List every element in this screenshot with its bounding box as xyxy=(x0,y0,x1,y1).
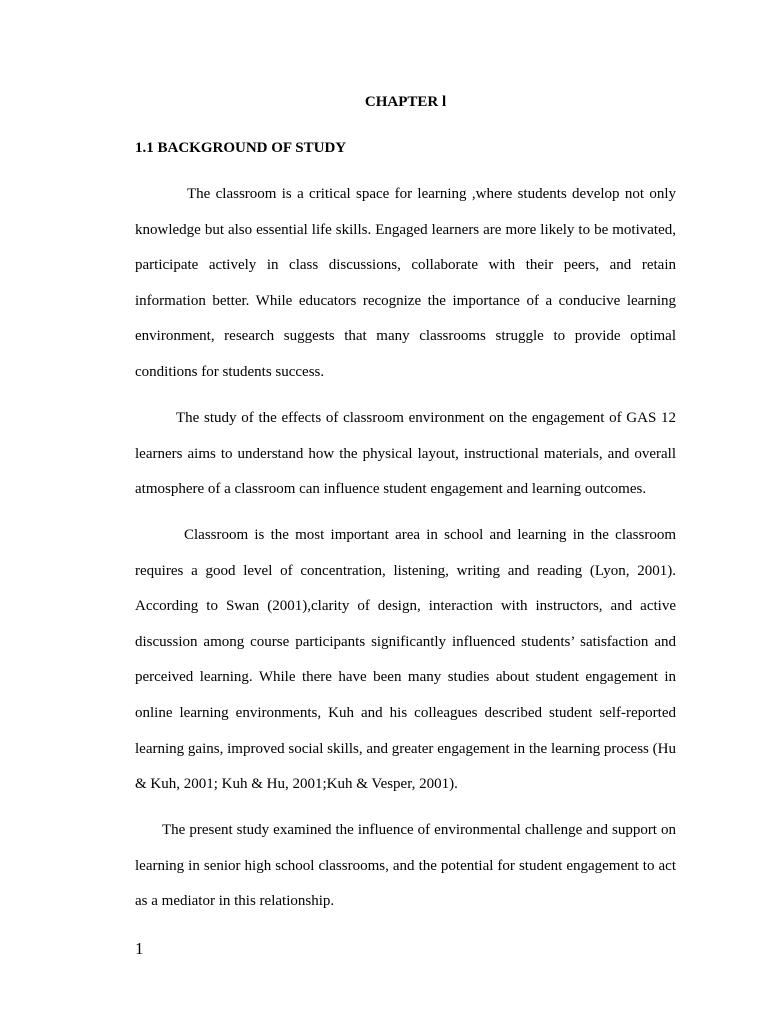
paragraph-1: The classroom is a critical space for learning ,where students develop not only knowledge but also essential life skills. Engaged learners are more likely to be motivated, participate actively in class discussions, collaborate with their peers, and retain information better. While educators recognize the importance of a conducive learning environment, research suggests that many classrooms struggle to provide optimal conditions for students success. xyxy=(135,186,676,380)
paragraph-2: The study of the effects of classroom environment on the engagement of GAS 12 learners aims to understand how the physical layout, instructional materials, and overall atmosphere of a classroom can influence student engagement and learning outcomes. xyxy=(135,410,676,498)
page-number: 1 xyxy=(135,939,144,958)
chapter-title: CHAPTER l xyxy=(364,94,447,110)
section-heading: 1.1 BACKGROUND OF STUDY xyxy=(135,140,347,156)
paragraph-3: Classroom is the most important area in school and learning in the classroom requires a good level of concentration, listening, writing and reading (Lyon, 2001). According to Swan (2001),clarity of design, interaction with instructors, and active discussion among course participants significantly influenced students’ satisfaction and perceived learning. While there have been many studies about student engagement in online learning environments, Kuh and his colleagues described student self-reported learning gains, improved social skills, and greater engagement in the learning process (Hu & Kuh, 2001; Kuh & Hu, 2001;Kuh & Vesper, 2001). xyxy=(135,527,676,793)
paragraph-4: The present study examined the influence of environmental challenge and support on learning in senior high school classrooms, and the potential for student engagement to act as a mediator in this relationship. xyxy=(135,822,676,910)
